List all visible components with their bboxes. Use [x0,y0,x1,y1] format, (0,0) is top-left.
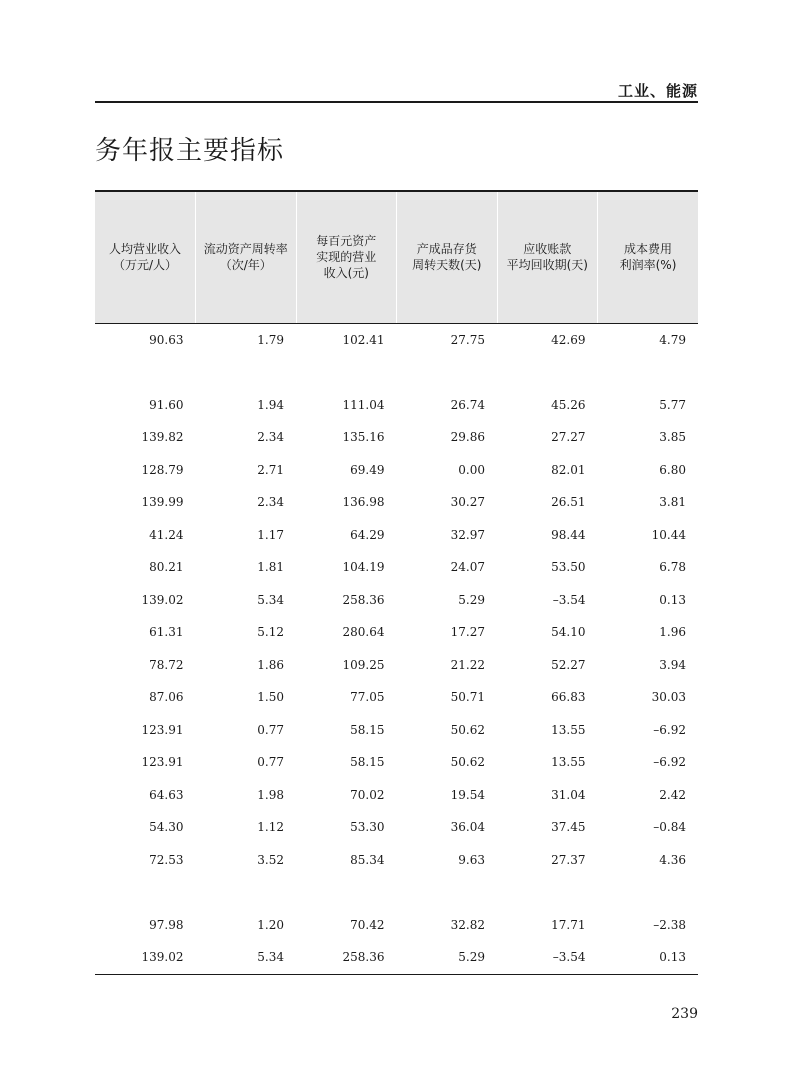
table-cell: 58.15 [350,755,385,770]
table-cell: 87.06 [149,690,184,705]
column-header [196,191,297,323]
table-cell: 258.36 [342,592,385,607]
table-cell [296,876,397,909]
column-header-line: 每百元资产 [316,234,377,249]
table-cell: 64.63 [149,787,184,802]
table-cell [497,876,598,909]
table-cell: 50.62 [450,755,485,770]
table-cell: 0.77 [257,755,284,770]
table-cell: 52.27 [551,657,586,672]
table-cell: 0.00 [458,462,485,477]
table-cell: 123.91 [141,722,184,737]
table-cell [95,356,196,389]
table-cell: 54.10 [551,625,586,640]
table-cell [296,356,397,389]
table-cell: 30.03 [651,690,686,705]
table-row [95,389,698,422]
table-cell: 1.12 [257,820,284,835]
table-cell: 66.83 [551,690,586,705]
table-cell: 9.63 [458,852,485,867]
table-cell: 50.71 [450,690,485,705]
table-cell: 17.71 [551,917,586,932]
table-cell [95,876,196,909]
column-header-line: 流动资产周转率 [203,242,288,257]
table-cell: 29.86 [450,430,485,445]
table-header [95,191,698,323]
table-cell: 109.25 [342,657,385,672]
table-cell [598,876,699,909]
table-cell: 1.50 [257,690,284,705]
table-cell: 3.94 [659,657,686,672]
table-row [95,323,698,356]
table-cell: –3.54 [497,941,598,974]
table-cell: 27.27 [551,430,586,445]
table-cell: 6.80 [659,462,686,477]
page-number: 239 [671,1006,698,1022]
table-cell: 85.34 [350,852,385,867]
table-cell: 36.04 [450,820,485,835]
table-cell: 136.98 [342,495,385,510]
table-cell: 19.54 [450,787,485,802]
table-cell: 72.53 [149,852,184,867]
table-cell: 111.04 [342,397,385,412]
column-header-line: 平均回收期(天) [506,258,588,273]
column-header-line: 周转天数(天) [412,258,482,273]
table-cell: 24.07 [450,560,485,575]
table-cell: 1.96 [659,625,686,640]
table-cell: 27.37 [551,852,586,867]
table-cell: 53.30 [350,820,385,835]
table-cell: 5.29 [458,592,485,607]
table-cell: 280.64 [342,625,385,640]
column-header [397,191,498,323]
table-cell: 128.79 [141,462,184,477]
table-cell [598,356,699,389]
table-cell [497,356,598,389]
table-cell: 45.26 [551,397,586,412]
table-cell: 91.60 [149,397,184,412]
table-cell: 1.17 [257,527,284,542]
table-cell: 13.55 [551,722,586,737]
table-row [95,551,698,584]
indicators-table [95,190,698,975]
table-cell: 102.41 [342,332,385,347]
table-cell: 1.98 [257,787,284,802]
table-cell: –6.92 [653,755,686,770]
table-cell: 5.34 [257,592,284,607]
table-cell: 4.79 [659,332,686,347]
table-cell: 80.21 [149,560,184,575]
table-row [95,941,698,974]
table-cell: 32.97 [450,527,485,542]
table-cell: 3.85 [659,430,686,445]
table-cell: 2.34 [257,495,284,510]
table-cell: 70.42 [350,917,385,932]
table-row [95,844,698,877]
table-row [95,811,698,844]
column-header-line: 人均营业收入 [108,242,181,257]
table-row [95,714,698,747]
table-cell: 37.45 [551,820,586,835]
table-cell: 58.15 [350,722,385,737]
header-rule [95,101,698,103]
table-cell: 4.36 [659,852,686,867]
table-cell: 54.30 [149,820,184,835]
indicators-table-wrap [95,190,698,975]
table-cell: 139.02 [95,941,196,974]
table-cell: 5.34 [196,941,297,974]
table-row [95,356,698,389]
column-header-line: 利润率(%) [619,258,677,273]
table-cell: 64.29 [350,527,385,542]
column-header-line: 应收账款 [523,242,572,257]
table-cell: 31.04 [551,787,586,802]
table-cell: –2.38 [653,917,686,932]
table-cell: 26.51 [551,495,586,510]
table-cell: 10.44 [651,527,686,542]
column-header-line: 产成品存货 [416,242,477,257]
table-cell: 3.52 [257,852,284,867]
table-cell: 30.27 [450,495,485,510]
table-row [95,779,698,812]
table-cell: 5.77 [659,397,686,412]
table-row [95,454,698,487]
table-cell: 0.13 [659,592,686,607]
table-row [95,649,698,682]
table-row [95,584,698,617]
table-cell: 139.99 [141,495,184,510]
column-header [598,191,699,323]
table-cell [196,876,297,909]
table-cell: 1.81 [257,560,284,575]
section-tag: 工业、能源 [617,82,698,100]
table-cell: 1.86 [257,657,284,672]
table-header-row [95,191,698,323]
table-cell: 17.27 [450,625,485,640]
column-header-line: 成本费用 [623,242,672,257]
table-cell: 5.29 [397,941,498,974]
column-header [296,191,397,323]
table-cell [397,876,498,909]
table-cell: 32.82 [450,917,485,932]
table-cell: 1.20 [257,917,284,932]
table-cell: 21.22 [450,657,485,672]
table-cell: 6.78 [659,560,686,575]
table-cell: 0.77 [257,722,284,737]
table-row [95,876,698,909]
table-cell: 77.05 [350,690,385,705]
table-cell [196,356,297,389]
table-cell: 98.44 [551,527,586,542]
table-cell: –6.92 [653,722,686,737]
table-cell: 2.34 [257,430,284,445]
table-row [95,519,698,552]
table-cell: 0.13 [598,941,699,974]
table-cell: 41.24 [149,527,184,542]
table-cell: 53.50 [551,560,586,575]
table-cell: 139.82 [141,430,184,445]
table-cell: 1.79 [257,332,284,347]
column-header-line: （次/年） [219,258,272,273]
table-row [95,486,698,519]
table-cell: 5.12 [257,625,284,640]
table-cell: 2.71 [257,462,284,477]
column-header [95,191,196,323]
table-cell: 26.74 [450,397,485,412]
table-cell: 90.63 [149,332,184,347]
column-header [497,191,598,323]
table-cell: 135.16 [342,430,385,445]
table-body [95,323,698,974]
table-row [95,616,698,649]
table-row [95,746,698,779]
table-row [95,909,698,942]
table-cell: 82.01 [551,462,586,477]
table-cell: 3.81 [659,495,686,510]
table-cell: 69.49 [350,462,385,477]
table-row [95,681,698,714]
table-cell: 61.31 [149,625,184,640]
table-cell: 97.98 [149,917,184,932]
table-cell: 104.19 [342,560,385,575]
page-title: 务年报主要指标 [95,136,285,166]
table-cell: 139.02 [141,592,184,607]
table-cell: 258.36 [296,941,397,974]
table-cell: 27.75 [450,332,485,347]
table-cell: –0.84 [653,820,686,835]
table-cell: 1.94 [257,397,284,412]
table-cell: 42.69 [551,332,586,347]
column-header-line: 实现的营业 [316,250,377,265]
table-cell: –3.54 [552,592,586,607]
table-row [95,421,698,454]
table-cell: 13.55 [551,755,586,770]
table-cell: 70.02 [350,787,385,802]
table-cell: 78.72 [149,657,184,672]
column-header-line: （万元/人） [112,258,178,273]
column-header-line: 收入(元) [323,266,369,281]
table-cell: 2.42 [659,787,686,802]
table-cell: 123.91 [141,755,184,770]
table-cell [397,356,498,389]
table-cell: 50.62 [450,722,485,737]
